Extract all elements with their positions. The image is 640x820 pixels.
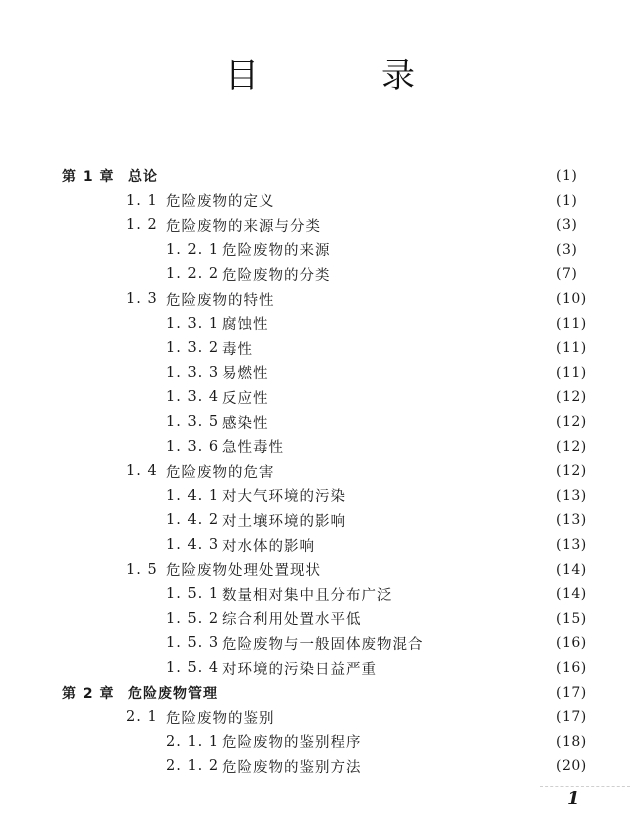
dot-leader — [366, 730, 553, 754]
toc-entry-page: (16) — [556, 660, 587, 676]
toc-entry-number: 1. 3. 4 — [166, 389, 220, 406]
toc-entry[interactable] — [0, 484, 640, 508]
toc-entry[interactable] — [0, 336, 640, 360]
toc-entry-title: 危险废物的鉴别 — [166, 710, 275, 727]
toc-entry-page: (3) — [556, 241, 578, 258]
toc-entry-title: 危险废物与一般固体废物混合 — [222, 636, 424, 653]
dot-leader — [279, 189, 553, 213]
toc-entry-title: 危险废物的鉴别方法 — [222, 759, 362, 776]
dot-leader — [279, 705, 553, 729]
toc-entry-title: 对水体的影响 — [222, 538, 315, 555]
page-title: 目 录 — [225, 56, 459, 96]
toc-entry-title: 危险废物的定义 — [166, 194, 275, 211]
toc-entry[interactable] — [0, 213, 640, 237]
toc-entry-page: (11) — [556, 340, 587, 357]
toc-entry-number: 1. 4. 1 — [166, 487, 220, 504]
dot-leader — [222, 681, 552, 705]
toc-entry-title: 危险废物的鉴别程序 — [222, 735, 362, 752]
toc-entry-page: (11) — [556, 364, 587, 381]
toc-entry-number: 2. 1. 1 — [166, 733, 220, 750]
toc-entry-number: 1. 5. 2 — [166, 610, 220, 627]
dot-leader — [325, 558, 552, 582]
toc-entry-title: 感染性 — [222, 415, 269, 432]
dot-leader — [428, 631, 553, 655]
toc-entry-number: 1. 5 — [126, 561, 158, 578]
toc-entry[interactable] — [0, 582, 640, 606]
toc-entry[interactable] — [0, 385, 640, 409]
toc-entry[interactable] — [0, 435, 640, 459]
dot-leader — [288, 435, 552, 459]
toc-entry[interactable] — [0, 312, 640, 336]
toc-entry-title: 腐蚀性 — [222, 317, 269, 334]
toc-entry-title: 数量相对集中且分布广泛 — [222, 587, 393, 604]
toc-entry-page: (3) — [556, 217, 578, 234]
toc-entry-number: 1. 4. 2 — [166, 512, 220, 529]
toc-entry-page: (18) — [556, 733, 587, 750]
toc-entry-number: 1. 2. 1 — [166, 241, 220, 258]
toc-entry-number: 第 2 章 — [62, 685, 115, 702]
toc-entry-number: 1. 3 — [126, 291, 158, 307]
toc-entry-title: 反应性 — [222, 390, 269, 407]
toc-entry[interactable] — [0, 361, 640, 385]
dot-leader — [381, 656, 552, 680]
toc-entry-number: 2. 1 — [126, 709, 158, 726]
toc-entry[interactable] — [0, 754, 640, 778]
toc-entry-title: 危险废物管理 — [128, 685, 218, 702]
dot-leader — [257, 336, 552, 360]
toc-entry-page: (10) — [556, 291, 587, 307]
toc-entry-page: (12) — [556, 438, 587, 455]
toc-entry-title: 综合利用处置水平低 — [222, 612, 362, 629]
toc-entry[interactable] — [0, 656, 640, 680]
toc-entry-number: 1. 2. 2 — [166, 266, 220, 283]
toc-entry[interactable] — [0, 287, 640, 311]
toc-entry-page: (15) — [556, 610, 587, 627]
toc-entry-page: (13) — [556, 487, 587, 504]
toc-entry[interactable] — [0, 508, 640, 532]
toc-entry-page: (13) — [556, 537, 587, 553]
dot-leader — [279, 459, 553, 483]
toc-entry-number: 1. 3. 2 — [166, 340, 220, 357]
toc-entry-title: 总论 — [128, 169, 158, 185]
dot-leader — [397, 582, 553, 606]
dot-leader — [335, 262, 553, 286]
toc-entry-title: 对环境的污染日益严重 — [222, 661, 377, 678]
toc-entry-number: 1. 2 — [126, 217, 158, 234]
toc-entry-title: 毒性 — [222, 341, 253, 358]
toc-entry-page: (12) — [556, 414, 587, 430]
toc-entry-number: 1. 5. 1 — [166, 586, 220, 603]
toc-entry-number: 1. 3. 3 — [166, 364, 220, 381]
dot-leader — [273, 385, 553, 409]
toc-entry[interactable] — [0, 730, 640, 754]
toc-entry-page: (20) — [556, 758, 587, 775]
toc-entry[interactable] — [0, 705, 640, 729]
page-number: 1 — [567, 788, 580, 809]
toc-entry-number: 1. 3. 6 — [166, 438, 220, 455]
dot-leader — [366, 607, 553, 631]
toc-entry-page: (17) — [556, 709, 587, 726]
toc-entry-number: 1. 5. 3 — [166, 635, 220, 652]
toc-entry-page: (1) — [556, 168, 578, 184]
toc-entry-number: 1. 4 — [126, 463, 158, 480]
dot-leader — [319, 533, 552, 557]
toc-entry-page: (17) — [556, 684, 587, 701]
toc-entry-number: 1. 5. 4 — [166, 660, 220, 676]
dot-leader — [335, 238, 553, 262]
toc-entry-page: (14) — [556, 561, 587, 578]
toc-entry-title: 危险废物的来源 — [222, 243, 331, 260]
toc-entry-title: 对土壤环境的影响 — [222, 513, 346, 530]
toc-entry[interactable] — [0, 262, 640, 286]
toc-entry-title: 危险废物处理处置现状 — [166, 563, 321, 580]
toc-entry-page: (12) — [556, 389, 587, 406]
footer-divider — [540, 786, 630, 787]
toc-entry-title: 危险废物的来源与分类 — [166, 218, 321, 235]
dot-leader — [350, 508, 552, 532]
dot-leader — [273, 410, 553, 434]
toc-entry-page: (16) — [556, 635, 587, 652]
toc-entry[interactable] — [0, 164, 640, 188]
toc-entry-page: (14) — [556, 586, 587, 603]
dot-leader — [366, 754, 553, 778]
dot-leader — [350, 484, 552, 508]
toc-entry-page: (1) — [556, 192, 578, 209]
toc-entry-title: 危险废物的特性 — [166, 292, 275, 309]
toc-entry-page: (13) — [556, 512, 587, 529]
toc-entry-page: (7) — [556, 266, 578, 283]
toc-entry-page: (12) — [556, 463, 587, 480]
toc-entry[interactable] — [0, 558, 640, 582]
toc-entry[interactable] — [0, 189, 640, 213]
dot-leader — [325, 213, 552, 237]
toc-entry[interactable] — [0, 607, 640, 631]
dot-leader — [162, 164, 552, 188]
toc-entry-number: 第 1 章 — [62, 169, 115, 185]
toc-entry[interactable] — [0, 681, 640, 705]
toc-entry-title: 对大气环境的污染 — [222, 489, 346, 506]
toc-entry-title: 急性毒性 — [222, 440, 284, 457]
toc-entry[interactable] — [0, 238, 640, 262]
toc-entry[interactable] — [0, 533, 640, 557]
dot-leader — [273, 361, 553, 385]
toc-entry-title: 危险废物的分类 — [222, 267, 331, 284]
toc-entry-number: 1. 3. 5 — [166, 414, 220, 430]
toc-entry-page: (11) — [556, 315, 587, 332]
toc-entry[interactable] — [0, 631, 640, 655]
dot-leader — [279, 287, 553, 311]
toc-entry-title: 危险废物的危害 — [166, 464, 275, 481]
toc-entry-number: 2. 1. 2 — [166, 758, 220, 775]
toc-entry-number: 1. 4. 3 — [166, 537, 220, 553]
toc-entry-title: 易燃性 — [222, 366, 269, 383]
toc-entry[interactable] — [0, 459, 640, 483]
toc-entry-number: 1. 1 — [126, 192, 158, 209]
toc-entry[interactable] — [0, 410, 640, 434]
toc-entry-number: 1. 3. 1 — [166, 315, 220, 332]
dot-leader — [273, 312, 553, 336]
